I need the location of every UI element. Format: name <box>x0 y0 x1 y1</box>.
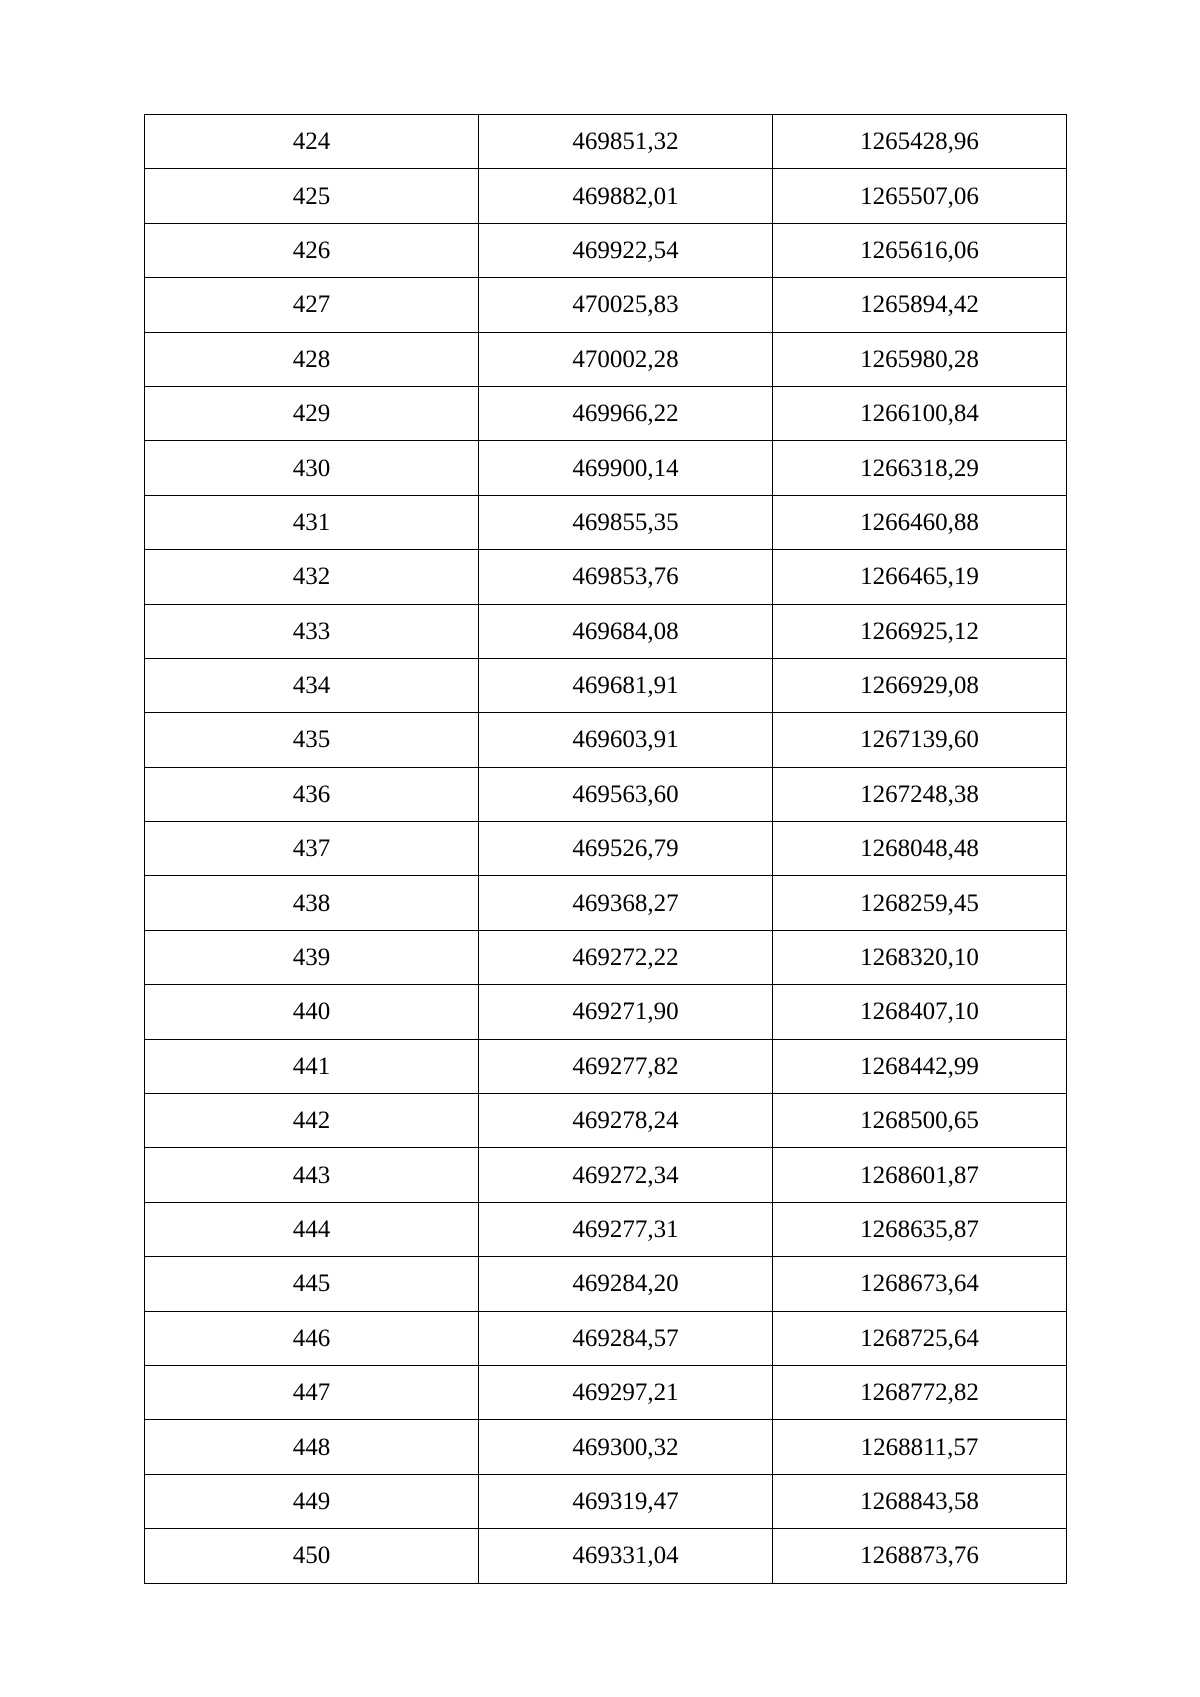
point-number-cell: 428 <box>145 332 479 386</box>
x-coordinate-cell: 469853,76 <box>479 550 773 604</box>
table-row <box>145 1094 1067 1148</box>
x-coordinate-cell: 469603,91 <box>479 713 773 767</box>
x-coordinate-cell: 469368,27 <box>479 876 773 930</box>
y-coordinate-cell: 1268635,87 <box>773 1202 1067 1256</box>
table-row <box>145 1202 1067 1256</box>
y-coordinate-cell: 1268772,82 <box>773 1365 1067 1419</box>
x-coordinate-cell: 469966,22 <box>479 386 773 440</box>
x-coordinate-cell: 469272,22 <box>479 930 773 984</box>
point-number-cell: 443 <box>145 1148 479 1202</box>
x-coordinate-cell: 469331,04 <box>479 1529 773 1583</box>
y-coordinate-cell: 1268811,57 <box>773 1420 1067 1474</box>
point-number-cell: 426 <box>145 223 479 277</box>
x-coordinate-cell: 469526,79 <box>479 822 773 876</box>
point-number-cell: 431 <box>145 495 479 549</box>
x-coordinate-cell: 470025,83 <box>479 278 773 332</box>
point-number-cell: 449 <box>145 1474 479 1528</box>
point-number-cell: 448 <box>145 1420 479 1474</box>
y-coordinate-cell: 1265507,06 <box>773 169 1067 223</box>
point-number-cell: 434 <box>145 658 479 712</box>
table-row <box>145 822 1067 876</box>
point-number-cell: 445 <box>145 1257 479 1311</box>
table-row <box>145 115 1067 169</box>
x-coordinate-cell: 469684,08 <box>479 604 773 658</box>
y-coordinate-cell: 1267139,60 <box>773 713 1067 767</box>
y-coordinate-cell: 1268843,58 <box>773 1474 1067 1528</box>
x-coordinate-cell: 469681,91 <box>479 658 773 712</box>
x-coordinate-cell: 469882,01 <box>479 169 773 223</box>
table-row <box>145 1474 1067 1528</box>
point-number-cell: 437 <box>145 822 479 876</box>
table-row <box>145 604 1067 658</box>
x-coordinate-cell: 469319,47 <box>479 1474 773 1528</box>
y-coordinate-cell: 1266465,19 <box>773 550 1067 604</box>
point-number-cell: 442 <box>145 1094 479 1148</box>
point-number-cell: 436 <box>145 767 479 821</box>
table-row <box>145 495 1067 549</box>
y-coordinate-cell: 1266929,08 <box>773 658 1067 712</box>
point-number-cell: 441 <box>145 1039 479 1093</box>
y-coordinate-cell: 1268259,45 <box>773 876 1067 930</box>
x-coordinate-cell: 469278,24 <box>479 1094 773 1148</box>
x-coordinate-cell: 469297,21 <box>479 1365 773 1419</box>
table-row <box>145 985 1067 1039</box>
table-row <box>145 332 1067 386</box>
coordinates-table-body <box>145 115 1067 1584</box>
y-coordinate-cell: 1266925,12 <box>773 604 1067 658</box>
point-number-cell: 435 <box>145 713 479 767</box>
y-coordinate-cell: 1268320,10 <box>773 930 1067 984</box>
x-coordinate-cell: 469277,82 <box>479 1039 773 1093</box>
point-number-cell: 427 <box>145 278 479 332</box>
table-row <box>145 441 1067 495</box>
table-row <box>145 1257 1067 1311</box>
point-number-cell: 447 <box>145 1365 479 1419</box>
table-row <box>145 386 1067 440</box>
y-coordinate-cell: 1266460,88 <box>773 495 1067 549</box>
y-coordinate-cell: 1268500,65 <box>773 1094 1067 1148</box>
point-number-cell: 430 <box>145 441 479 495</box>
point-number-cell: 438 <box>145 876 479 930</box>
y-coordinate-cell: 1268673,64 <box>773 1257 1067 1311</box>
y-coordinate-cell: 1267248,38 <box>773 767 1067 821</box>
y-coordinate-cell: 1265616,06 <box>773 223 1067 277</box>
y-coordinate-cell: 1266100,84 <box>773 386 1067 440</box>
table-row <box>145 169 1067 223</box>
y-coordinate-cell: 1268442,99 <box>773 1039 1067 1093</box>
point-number-cell: 439 <box>145 930 479 984</box>
y-coordinate-cell: 1268407,10 <box>773 985 1067 1039</box>
point-number-cell: 425 <box>145 169 479 223</box>
y-coordinate-cell: 1266318,29 <box>773 441 1067 495</box>
point-number-cell: 433 <box>145 604 479 658</box>
table-row <box>145 930 1067 984</box>
x-coordinate-cell: 469277,31 <box>479 1202 773 1256</box>
coordinates-table <box>144 114 1067 1584</box>
table-row <box>145 1529 1067 1583</box>
x-coordinate-cell: 469272,34 <box>479 1148 773 1202</box>
x-coordinate-cell: 469922,54 <box>479 223 773 277</box>
table-row <box>145 223 1067 277</box>
x-coordinate-cell: 469900,14 <box>479 441 773 495</box>
point-number-cell: 429 <box>145 386 479 440</box>
y-coordinate-cell: 1268725,64 <box>773 1311 1067 1365</box>
x-coordinate-cell: 469855,35 <box>479 495 773 549</box>
point-number-cell: 446 <box>145 1311 479 1365</box>
point-number-cell: 440 <box>145 985 479 1039</box>
y-coordinate-cell: 1268873,76 <box>773 1529 1067 1583</box>
table-row <box>145 658 1067 712</box>
table-row <box>145 278 1067 332</box>
y-coordinate-cell: 1265980,28 <box>773 332 1067 386</box>
table-row <box>145 1365 1067 1419</box>
x-coordinate-cell: 469271,90 <box>479 985 773 1039</box>
x-coordinate-cell: 469563,60 <box>479 767 773 821</box>
table-row <box>145 550 1067 604</box>
x-coordinate-cell: 469851,32 <box>479 115 773 169</box>
x-coordinate-cell: 469300,32 <box>479 1420 773 1474</box>
point-number-cell: 450 <box>145 1529 479 1583</box>
x-coordinate-cell: 470002,28 <box>479 332 773 386</box>
table-row <box>145 1039 1067 1093</box>
y-coordinate-cell: 1268048,48 <box>773 822 1067 876</box>
point-number-cell: 432 <box>145 550 479 604</box>
table-row <box>145 1420 1067 1474</box>
point-number-cell: 424 <box>145 115 479 169</box>
table-row <box>145 1148 1067 1202</box>
table-row <box>145 767 1067 821</box>
y-coordinate-cell: 1268601,87 <box>773 1148 1067 1202</box>
table-row <box>145 1311 1067 1365</box>
y-coordinate-cell: 1265428,96 <box>773 115 1067 169</box>
x-coordinate-cell: 469284,20 <box>479 1257 773 1311</box>
x-coordinate-cell: 469284,57 <box>479 1311 773 1365</box>
point-number-cell: 444 <box>145 1202 479 1256</box>
table-row <box>145 713 1067 767</box>
table-row <box>145 876 1067 930</box>
y-coordinate-cell: 1265894,42 <box>773 278 1067 332</box>
